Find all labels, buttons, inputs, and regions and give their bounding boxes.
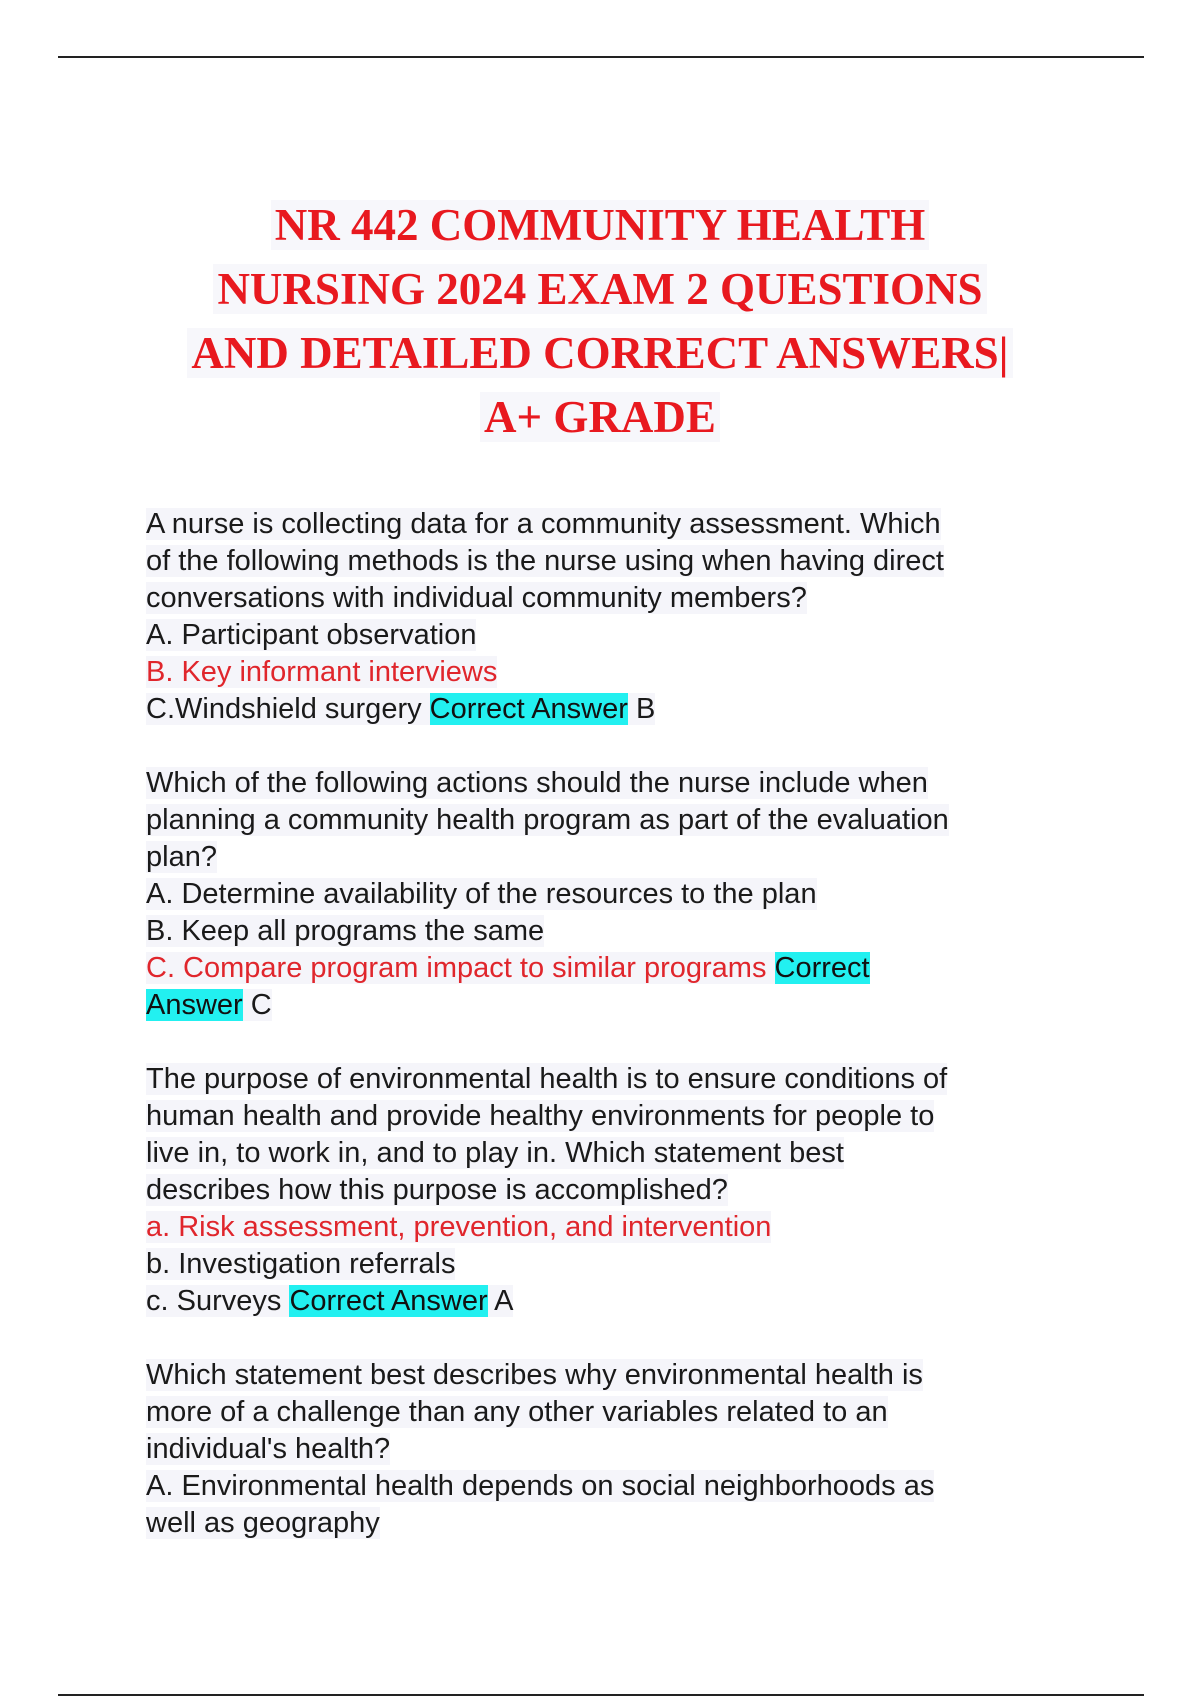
- title-line: A+ GRADE: [100, 385, 1100, 449]
- correct-answer-label: Answer: [146, 989, 243, 1021]
- option-c-correct: C. Compare program impact to similar programs Correct: [146, 952, 870, 984]
- correct-answer-label: Correct Answer: [429, 693, 628, 725]
- question-block-2: [146, 765, 1066, 1024]
- bottom-rule: [58, 1694, 1144, 1696]
- correct-answer-label: Correct: [774, 952, 870, 984]
- title-line: AND DETAILED CORRECT ANSWERS|: [100, 321, 1100, 385]
- answer-letter: C: [250, 989, 272, 1021]
- option-a: A. Participant observation: [146, 619, 477, 651]
- option-b-correct: B. Key informant interviews: [146, 656, 498, 688]
- title-line: NR 442 COMMUNITY HEALTH: [100, 193, 1100, 257]
- correct-answer-label: Correct Answer: [289, 1285, 488, 1317]
- question-stem: Which statement best describes why environmental health is more of a challenge than any other variables related to an individual's health?: [146, 1359, 923, 1465]
- top-rule: [58, 56, 1144, 58]
- option-a-correct: a. Risk assessment, prevention, and intervention: [146, 1211, 772, 1243]
- option-a: A. Environmental health depends on social neighborhoods as: [146, 1470, 935, 1502]
- question-block-3: [146, 1061, 1066, 1320]
- option-c-with-answer: C.Windshield surgery Correct Answer B: [146, 693, 656, 725]
- answer-letter: A: [494, 1285, 514, 1317]
- option-a: A. Determine availability of the resources to the plan: [146, 878, 817, 910]
- option-b: b. Investigation referrals: [146, 1248, 456, 1280]
- answer-line: [146, 987, 1066, 1024]
- option-a-continued: well as geography: [146, 1507, 380, 1539]
- question-stem: A nurse is collecting data for a community assessment. Which of the following methods is the nurse using when having direct conversations with individual community members?: [146, 508, 944, 614]
- question-stem: Which of the following actions should the nurse include when planning a community health program as part of the evaluation plan?: [146, 767, 949, 873]
- option-b: B. Keep all programs the same: [146, 915, 545, 947]
- question-list: [146, 506, 1066, 1579]
- question-block-1: [146, 506, 1066, 728]
- document-title: [100, 193, 1100, 449]
- option-c-with-answer: c. Surveys Correct Answer A: [146, 1285, 514, 1317]
- question-stem: The purpose of environmental health is to ensure conditions of human health and provide healthy environments for people to live in, to work in, and to play in. Which statement best describes how this purpose is accomplished?: [146, 1063, 948, 1206]
- answer-letter: B: [635, 693, 656, 725]
- question-block-4: [146, 1357, 1066, 1542]
- title-line: NURSING 2024 EXAM 2 QUESTIONS: [100, 257, 1100, 321]
